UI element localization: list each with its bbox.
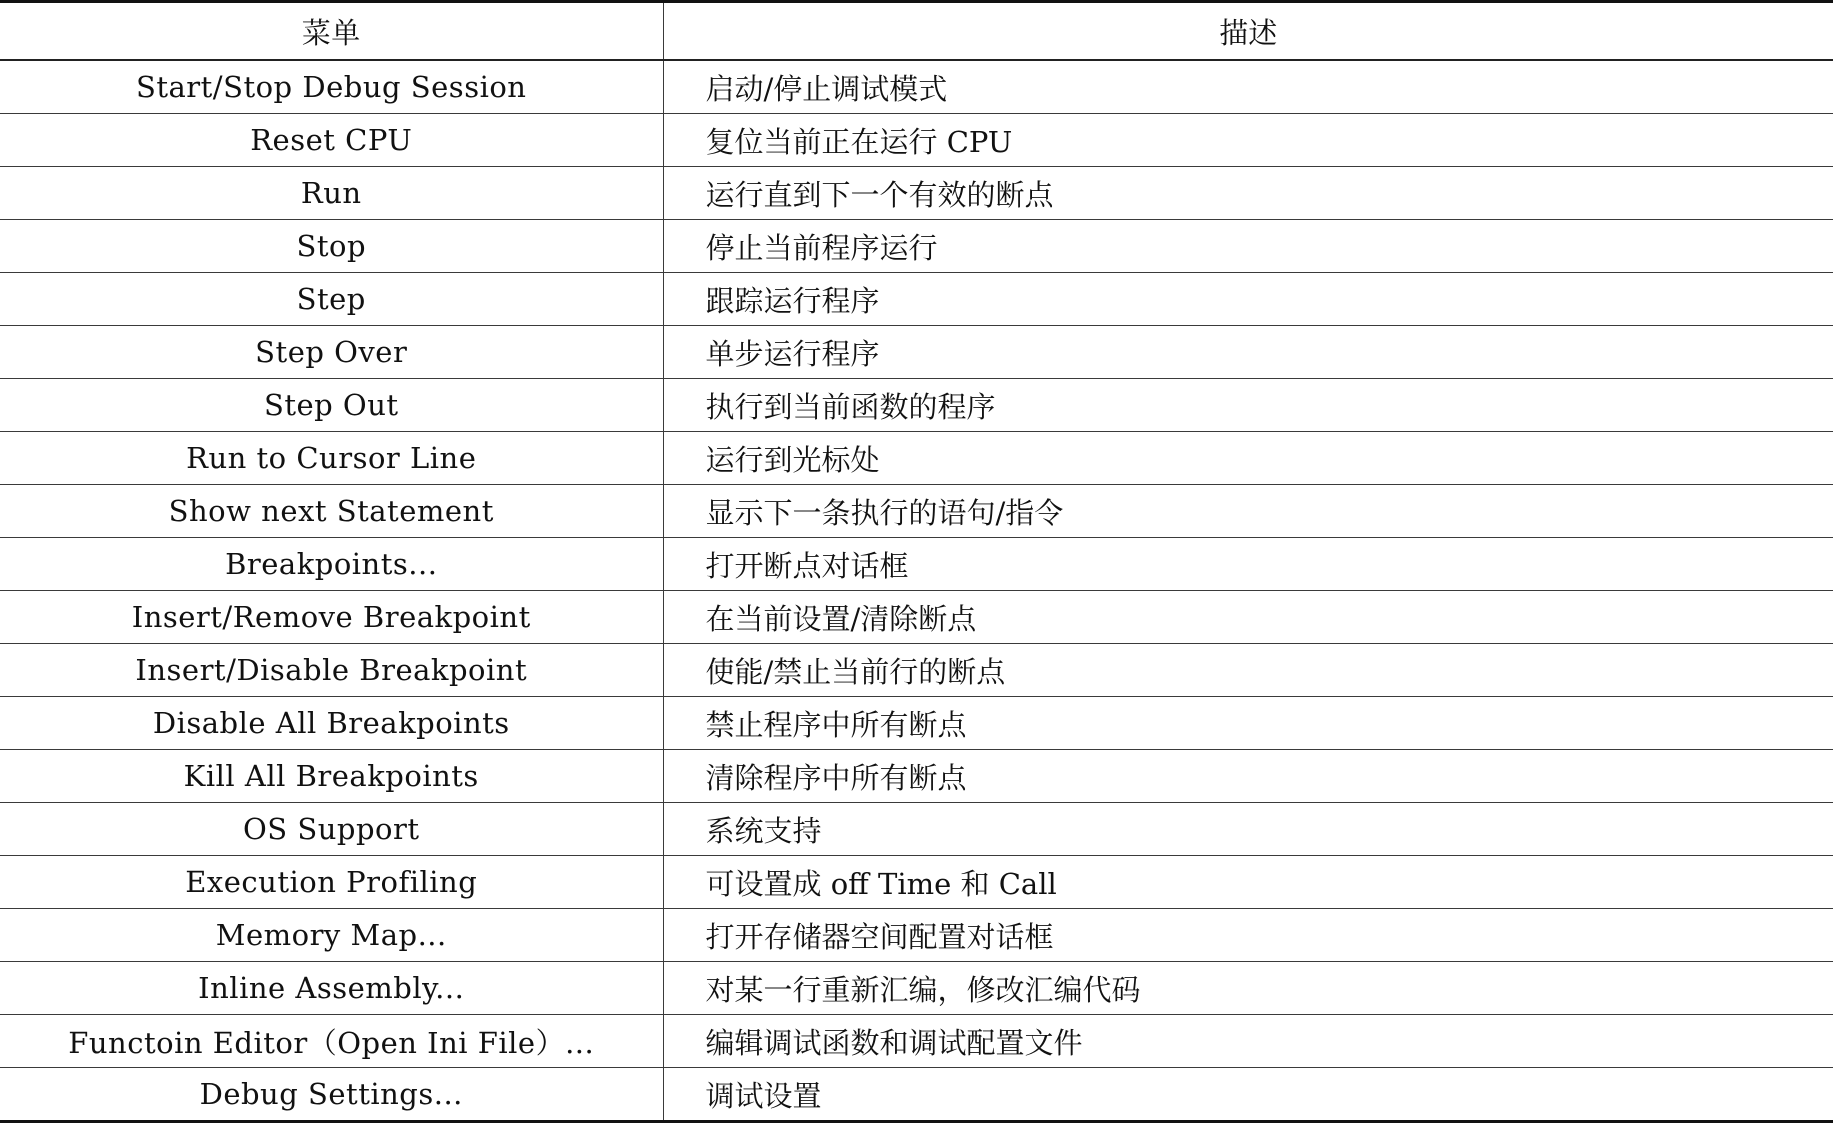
menu-item-cell: Step Out — [0, 379, 663, 432]
table-row — [0, 167, 1833, 220]
description-cell: 对某一行重新汇编，修改汇编代码 — [663, 962, 1833, 1015]
table-row — [0, 1015, 1833, 1068]
table-row — [0, 856, 1833, 909]
table-row — [0, 485, 1833, 538]
menu-item-cell: OS Support — [0, 803, 663, 856]
menu-item-cell: Run — [0, 167, 663, 220]
menu-item-cell: Kill All Breakpoints — [0, 750, 663, 803]
menu-item-cell: Disable All Breakpoints — [0, 697, 663, 750]
table-row — [0, 803, 1833, 856]
menu-item-cell: Memory Map... — [0, 909, 663, 962]
description-cell: 清除程序中所有断点 — [663, 750, 1833, 803]
description-cell: 使能/禁止当前行的断点 — [663, 644, 1833, 697]
table-row — [0, 644, 1833, 697]
description-cell: 停止当前程序运行 — [663, 220, 1833, 273]
menu-item-cell: Start/Stop Debug Session — [0, 60, 663, 114]
description-cell: 显示下一条执行的语句/指令 — [663, 485, 1833, 538]
table-row — [0, 909, 1833, 962]
table-body — [0, 60, 1833, 1122]
menu-item-cell: Reset CPU — [0, 114, 663, 167]
description-cell: 编辑调试函数和调试配置文件 — [663, 1015, 1833, 1068]
table-header — [0, 2, 1833, 61]
description-cell: 调试设置 — [663, 1068, 1833, 1122]
description-cell: 单步运行程序 — [663, 326, 1833, 379]
menu-item-cell: Inline Assembly... — [0, 962, 663, 1015]
table-row — [0, 538, 1833, 591]
description-cell: 运行直到下一个有效的断点 — [663, 167, 1833, 220]
description-cell: 运行到光标处 — [663, 432, 1833, 485]
description-cell: 复位当前正在运行 CPU — [663, 114, 1833, 167]
description-cell: 跟踪运行程序 — [663, 273, 1833, 326]
table-row — [0, 273, 1833, 326]
table-row — [0, 114, 1833, 167]
description-cell: 启动/停止调试模式 — [663, 60, 1833, 114]
menu-item-cell: Insert/Disable Breakpoint — [0, 644, 663, 697]
table-row — [0, 697, 1833, 750]
menu-item-cell: Execution Profiling — [0, 856, 663, 909]
table-row — [0, 60, 1833, 114]
table-row — [0, 962, 1833, 1015]
menu-item-cell: Stop — [0, 220, 663, 273]
table-row — [0, 379, 1833, 432]
table-row — [0, 591, 1833, 644]
header-row — [0, 2, 1833, 61]
table-row — [0, 750, 1833, 803]
description-column-header: 描述 — [663, 2, 1833, 61]
menu-column-header: 菜单 — [0, 2, 663, 61]
menu-item-cell: Functoin Editor（Open Ini File）... — [0, 1015, 663, 1068]
menu-item-cell: Breakpoints... — [0, 538, 663, 591]
menu-item-cell: Debug Settings... — [0, 1068, 663, 1122]
table-row — [0, 326, 1833, 379]
description-cell: 执行到当前函数的程序 — [663, 379, 1833, 432]
menu-item-cell: Step — [0, 273, 663, 326]
table-row — [0, 1068, 1833, 1122]
description-cell: 禁止程序中所有断点 — [663, 697, 1833, 750]
menu-item-cell: Show next Statement — [0, 485, 663, 538]
description-cell: 可设置成 off Time 和 Call — [663, 856, 1833, 909]
description-cell: 系统支持 — [663, 803, 1833, 856]
table-row — [0, 220, 1833, 273]
description-cell: 打开存储器空间配置对话框 — [663, 909, 1833, 962]
description-cell: 在当前设置/清除断点 — [663, 591, 1833, 644]
menu-item-cell: Run to Cursor Line — [0, 432, 663, 485]
menu-item-cell: Insert/Remove Breakpoint — [0, 591, 663, 644]
description-cell: 打开断点对话框 — [663, 538, 1833, 591]
menu-item-cell: Step Over — [0, 326, 663, 379]
table-row — [0, 432, 1833, 485]
